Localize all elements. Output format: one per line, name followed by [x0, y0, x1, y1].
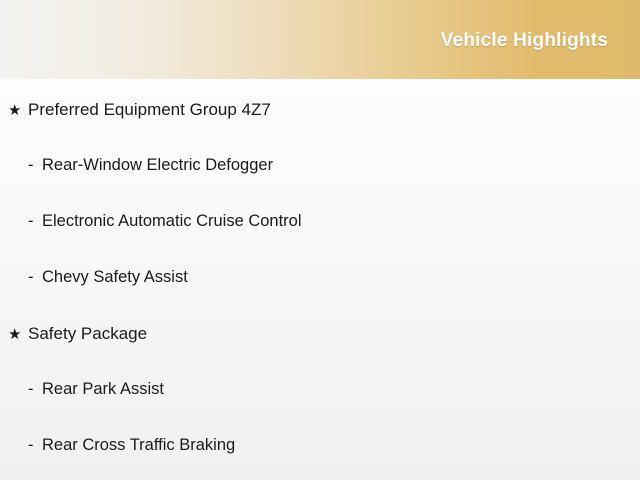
- list-item-group: [0, 101, 640, 157]
- dash-icon: -: [28, 268, 34, 286]
- list-item-label: Rear-Window Electric Defogger: [42, 156, 274, 174]
- list-item: [0, 381, 640, 437]
- list-item: [0, 213, 640, 269]
- list-item-group: [0, 325, 640, 381]
- list-item-label: Rear Cross Traffic Braking: [42, 436, 236, 454]
- dash-icon: -: [28, 380, 34, 398]
- star-icon: ★: [8, 326, 22, 343]
- list-item-label: Rear Park Assist: [42, 380, 164, 398]
- dash-icon: -: [28, 156, 34, 174]
- star-icon: ★: [8, 102, 22, 119]
- list-item-label: Electronic Automatic Cruise Control: [42, 212, 302, 230]
- header-banner: [0, 0, 640, 79]
- page-title: Vehicle Highlights: [440, 30, 608, 51]
- list-item: [0, 157, 640, 213]
- dash-icon: -: [28, 212, 34, 230]
- list-item-label: Preferred Equipment Group 4Z7: [28, 100, 271, 119]
- dash-icon: -: [28, 436, 34, 454]
- highlights-list: [0, 79, 640, 493]
- list-item: [0, 437, 640, 493]
- list-item-label: Chevy Safety Assist: [42, 268, 188, 286]
- list-item-label: Safety Package: [28, 324, 148, 343]
- list-item: [0, 269, 640, 325]
